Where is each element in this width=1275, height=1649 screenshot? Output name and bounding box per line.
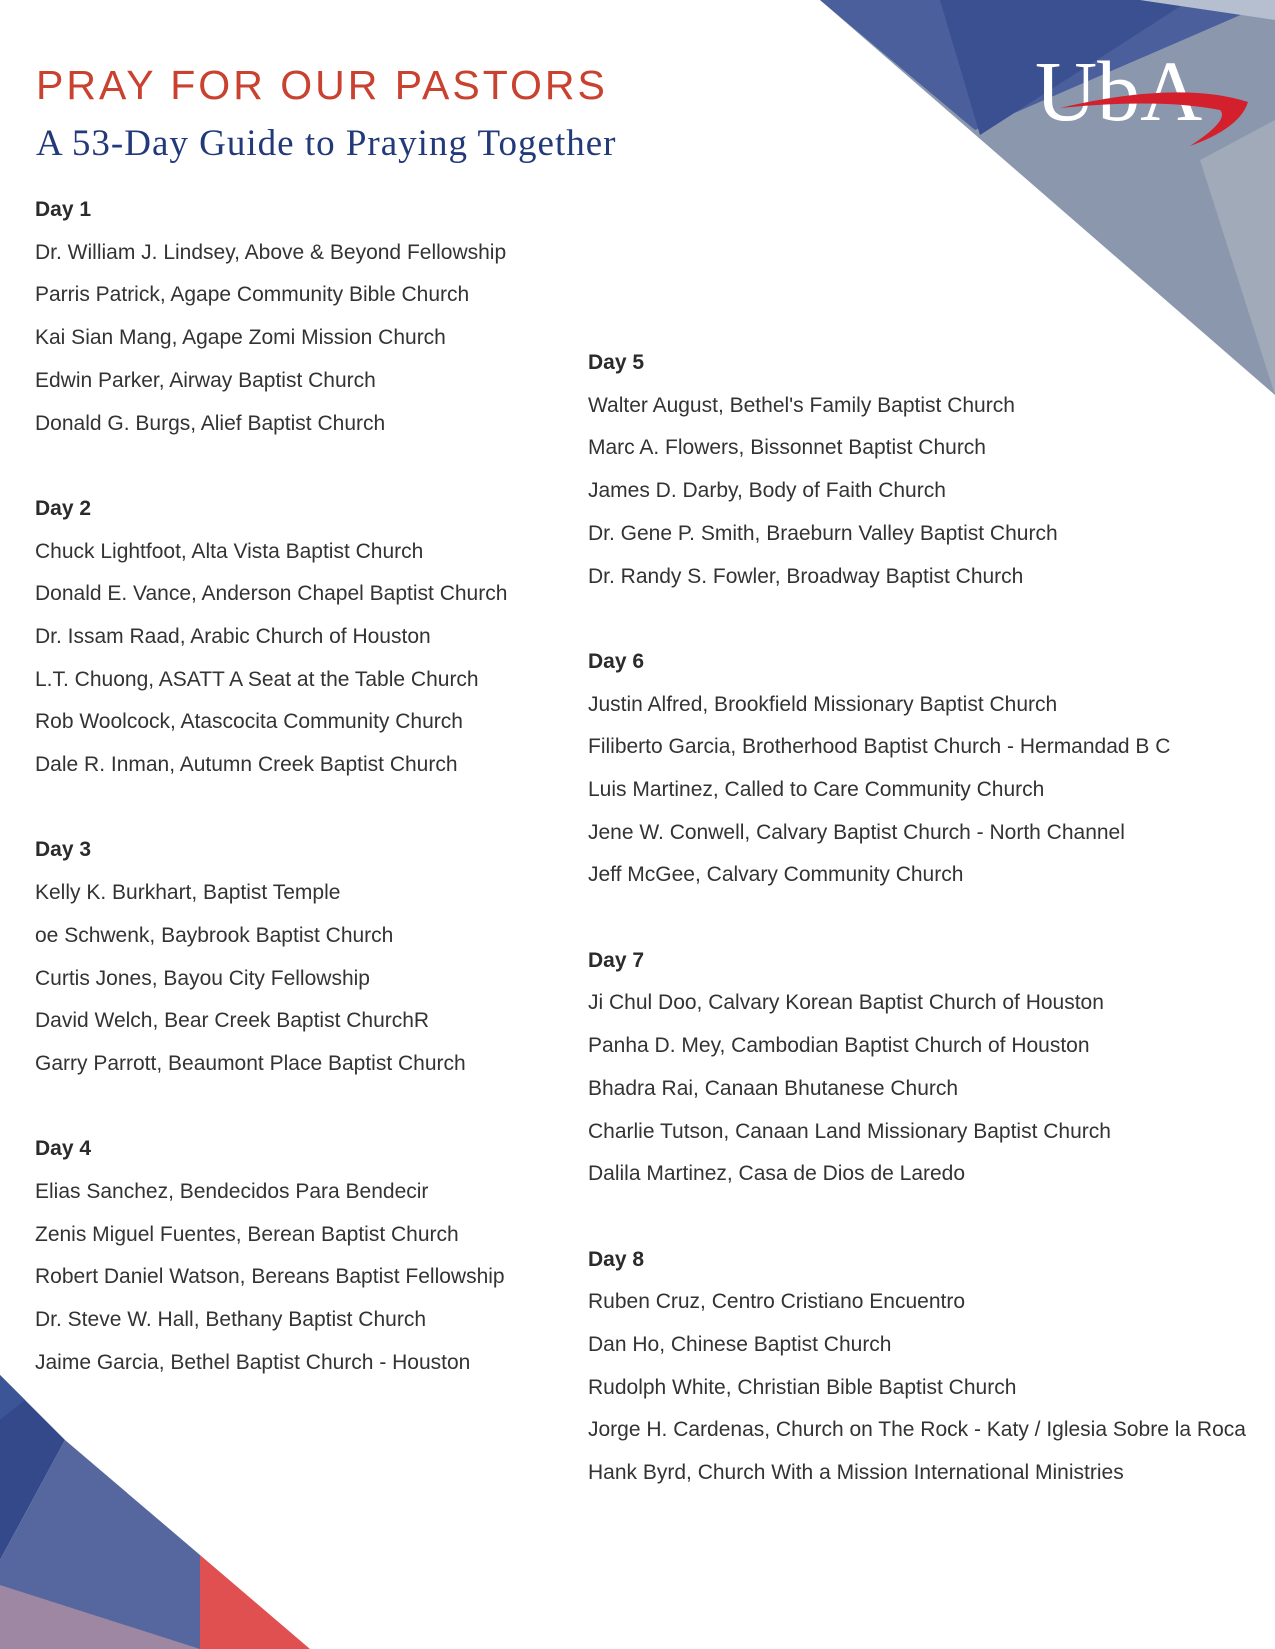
pastor-entry: Walter August, Bethel's Family Baptist Church <box>588 393 1015 417</box>
pastor-entry: Robert Daniel Watson, Bereans Baptist Fellowship <box>35 1265 505 1289</box>
pastor-entry: Justin Alfred, Brookfield Missionary Baptist Church <box>588 692 1058 716</box>
pastor-entry: Rudolph White, Christian Bible Baptist Church <box>588 1375 1017 1399</box>
day-block <box>35 1128 575 1384</box>
pastor-entry: Ji Chul Doo, Calvary Korean Baptist Church of Houston <box>588 991 1104 1015</box>
day-block <box>588 342 1248 598</box>
pastor-entry: Garry Parrott, Beaumont Place Baptist Church <box>35 1051 466 1075</box>
bottom-left-red-triangle <box>200 1555 310 1649</box>
pastor-entry: Dr. Randy S. Fowler, Broadway Baptist Church <box>588 564 1024 588</box>
pastor-entry: Dan Ho, Chinese Baptist Church <box>588 1333 892 1357</box>
logo-text: UbA <box>1035 43 1203 139</box>
pastor-entry: Dalila Martinez, Casa de Dios de Laredo <box>588 1162 966 1186</box>
right-column <box>588 342 1248 1538</box>
pastor-entry: Dr. Gene P. Smith, Braeburn Valley Baptist Church <box>588 521 1058 545</box>
day-label: Day 3 <box>35 838 92 862</box>
left-column <box>35 189 575 1427</box>
day-label: Day 5 <box>588 351 645 374</box>
pastor-entry: Kelly K. Burkhart, Baptist Temple <box>35 881 341 905</box>
pastor-entry: Curtis Jones, Bayou City Fellowship <box>35 966 370 990</box>
day-label: Day 1 <box>35 198 92 221</box>
day-label: Day 7 <box>588 948 645 972</box>
pastor-entry: Jeff McGee, Calvary Community Church <box>588 863 964 887</box>
pastor-entry: oe Schwenk, Baybrook Baptist Church <box>35 923 394 947</box>
day-label: Day 6 <box>588 649 645 673</box>
page-title: PRAY FOR OUR PASTORS <box>36 62 608 108</box>
pastor-entry: Bhadra Rai, Canaan Bhutanese Church <box>588 1076 959 1100</box>
day-block <box>35 829 575 1085</box>
day-label: Day 8 <box>588 1247 645 1271</box>
pastor-entry: Kai Sian Mang, Agape Zomi Mission Church <box>35 326 446 350</box>
pastor-entry: Marc A. Flowers, Bissonnet Baptist Church <box>588 436 986 460</box>
pastor-entry: Rob Woolcock, Atascocita Community Church <box>35 710 463 734</box>
day-block <box>588 1239 1248 1495</box>
day-block <box>588 641 1248 897</box>
uba-logo <box>1030 40 1250 160</box>
pastor-entry: Dr. William J. Lindsey, Above & Beyond Fellowship <box>35 240 507 264</box>
day-block <box>588 940 1248 1196</box>
pastor-entry: Zenis Miguel Fuentes, Berean Baptist Church <box>35 1222 459 1246</box>
pastor-entry: Hank Byrd, Church With a Mission International Ministries <box>588 1461 1124 1485</box>
pastor-entry: Jaime Garcia, Bethel Baptist Church - Houston <box>35 1350 471 1374</box>
pastor-entry: Ruben Cruz, Centro Cristiano Encuentro <box>588 1290 966 1314</box>
pastor-entry: Charlie Tutson, Canaan Land Missionary Baptist Church <box>588 1119 1111 1143</box>
pastor-entry: Filiberto Garcia, Brotherhood Baptist Church - Hermandad B C <box>588 735 1171 759</box>
pastor-entry: Jorge H. Cardenas, Church on The Rock - Katy / Iglesia Sobre la Roca <box>588 1418 1246 1442</box>
pastor-entry: Luis Martinez, Called to Care Community Church <box>588 777 1045 801</box>
pastor-entry: James D. Darby, Body of Faith Church <box>588 479 946 503</box>
pastor-entry: Donald G. Burgs, Alief Baptist Church <box>35 411 386 435</box>
day-block <box>35 189 575 445</box>
pastor-entry: L.T. Chuong, ASATT A Seat at the Table Church <box>35 667 479 691</box>
pastor-entry: Chuck Lightfoot, Alta Vista Baptist Church <box>35 539 424 563</box>
page-subtitle: A 53-Day Guide to Praying Together <box>36 123 617 164</box>
pastor-entry: Elias Sanchez, Bendecidos Para Bendecir <box>35 1180 429 1204</box>
day-label: Day 2 <box>35 496 92 520</box>
pastor-entry: Edwin Parker, Airway Baptist Church <box>35 368 376 392</box>
pastor-entry: Panha D. Mey, Cambodian Baptist Church of Houston <box>588 1034 1090 1058</box>
day-label: Day 4 <box>35 1137 92 1161</box>
pastor-entry: Jene W. Conwell, Calvary Baptist Church - North Channel <box>588 820 1125 844</box>
day-block <box>35 488 575 787</box>
pastor-entry: Parris Patrick, Agape Community Bible Church <box>35 283 470 307</box>
pastor-entry: Dr. Steve W. Hall, Bethany Baptist Church <box>35 1308 427 1332</box>
pastor-entry: Dr. Issam Raad, Arabic Church of Houston <box>35 624 431 648</box>
pastor-entry: Donald E. Vance, Anderson Chapel Baptist Church <box>35 582 508 606</box>
pastor-entry: David Welch, Bear Creek Baptist ChurchR <box>35 1009 430 1033</box>
pastor-entry: Dale R. Inman, Autumn Creek Baptist Church <box>35 753 458 777</box>
